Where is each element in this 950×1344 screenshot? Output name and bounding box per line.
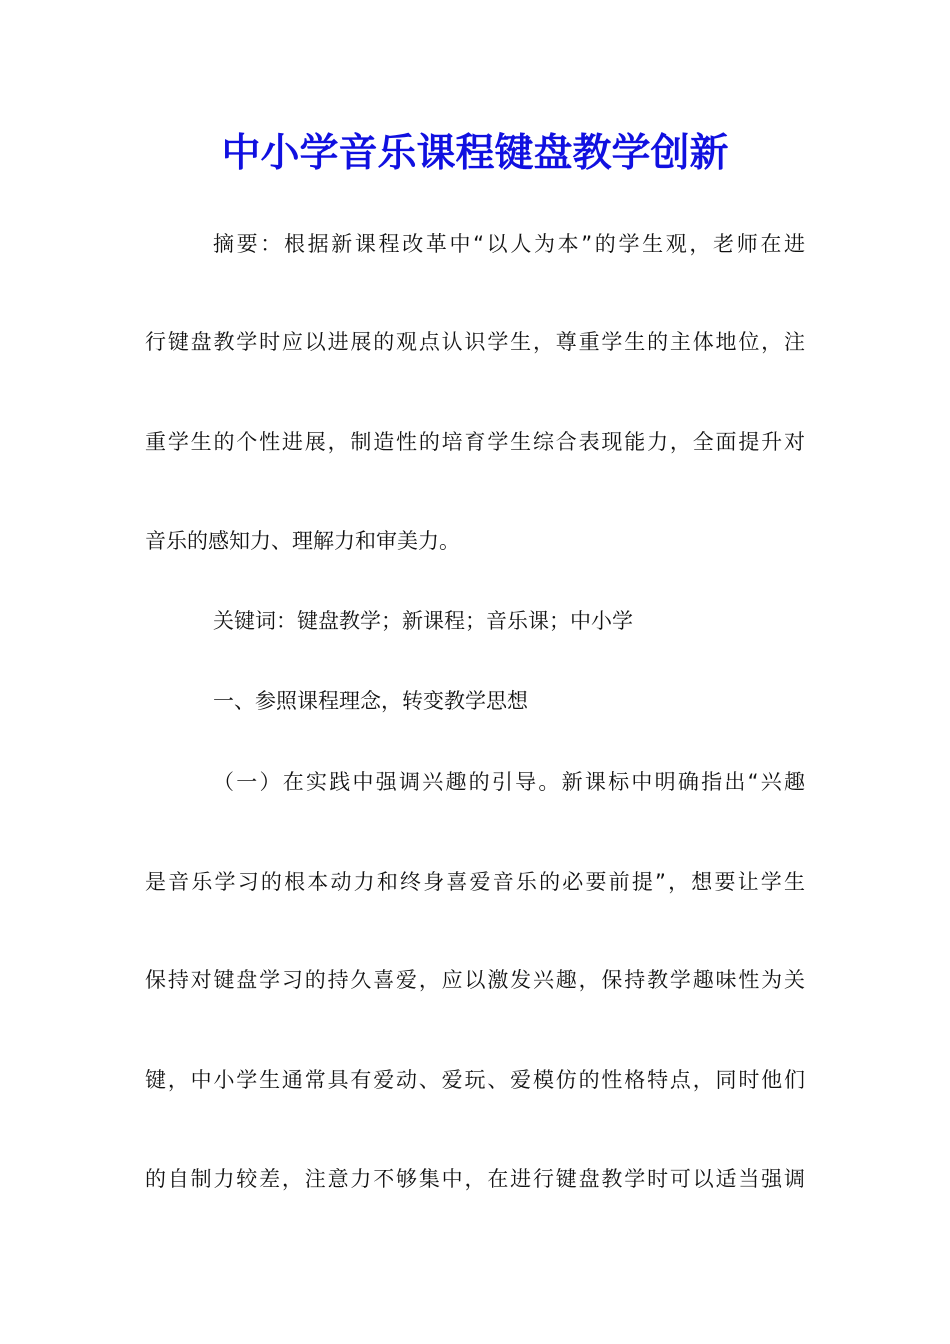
paragraph-line-2: 是音乐学习的根本动力和终身喜爱音乐的必要前提”，想要让学生 xyxy=(145,870,805,894)
keywords-line: 关键词：键盘教学；新课程；音乐课；中小学 xyxy=(213,609,633,633)
abstract-line-2: 行键盘教学时应以进展的观点认识学生，尊重学生的主体地位，注 xyxy=(145,330,805,354)
section-heading: 一、参照课程理念，转变教学思想 xyxy=(213,689,528,713)
paragraph-line-1: （一）在实践中强调兴趣的引导。新课标中明确指出“兴趣 xyxy=(213,770,805,794)
paragraph-line-3: 保持对键盘学习的持久喜爱，应以激发兴趣，保持教学趣味性为关 xyxy=(145,968,805,992)
abstract-line-4: 音乐的感知力、理解力和审美力。 xyxy=(145,529,460,553)
abstract-line-1: 摘要：根据新课程改革中“以人为本”的学生观，老师在进 xyxy=(213,232,805,256)
document-title: 中小学音乐课程键盘教学创新 xyxy=(221,130,729,176)
paragraph-line-4: 键，中小学生通常具有爱动、爱玩、爱模仿的性格特点，同时他们 xyxy=(145,1068,805,1092)
abstract-line-3: 重学生的个性进展，制造性的培育学生综合表现能力，全面提升对 xyxy=(145,430,805,454)
paragraph-line-5: 的自制力较差，注意力不够集中，在进行键盘教学时可以适当强调 xyxy=(145,1167,805,1191)
